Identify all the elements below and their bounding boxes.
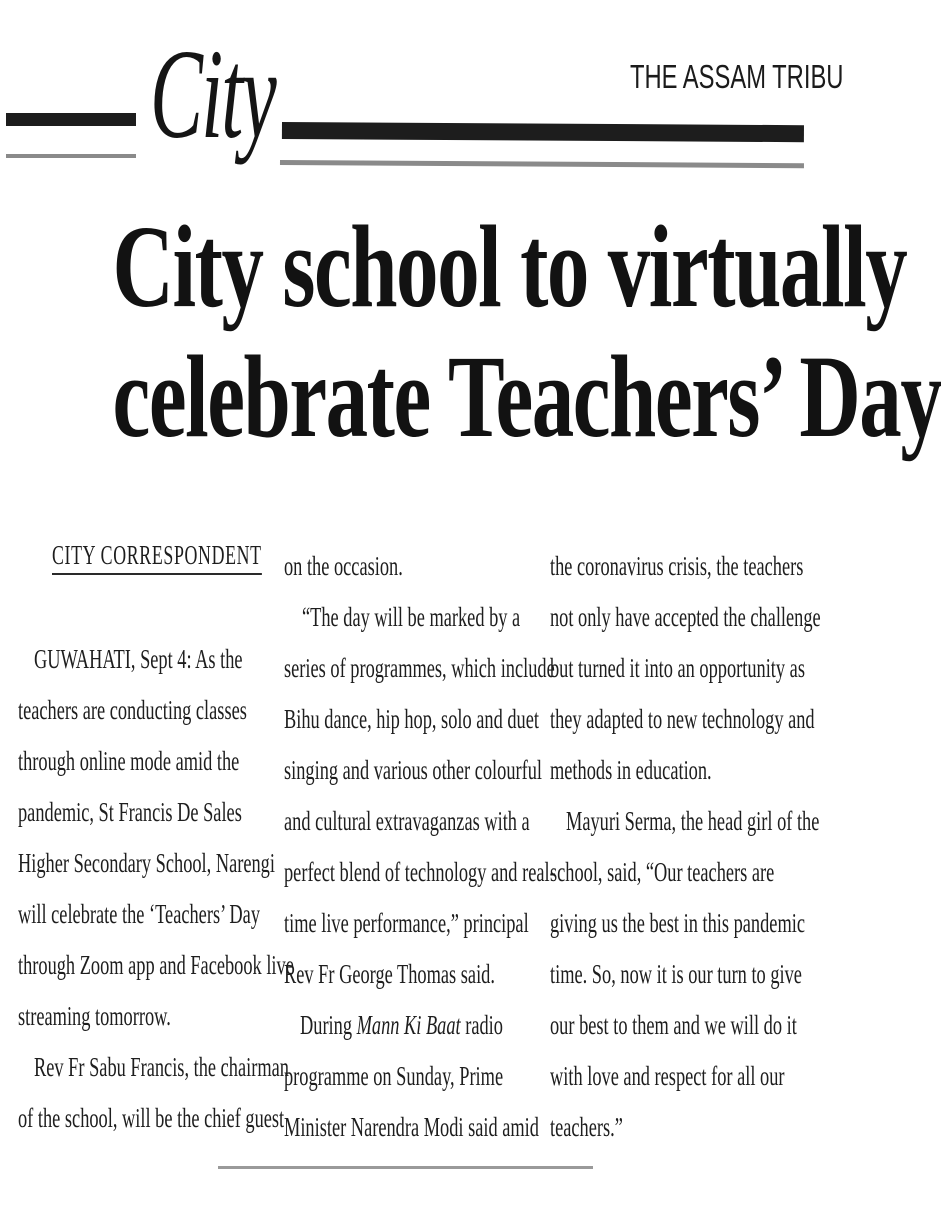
article-line: not only have accepted the challenge [550,602,821,632]
article-line: they adapted to new technology and [550,704,815,734]
bottom-rule [218,1166,593,1169]
article-line: Higher Secondary School, Narengi [18,848,275,878]
article-line: on the occasion. [284,551,403,581]
article-line: streaming tomorrow. [18,1001,171,1031]
byline: CITY CORRESPONDENT [52,540,262,575]
headline [0,201,941,462]
article-line: pandemic, St Francis De Sales [18,797,242,827]
article-text: During [300,1010,357,1040]
article-line: and cultural extravaganzas with a [284,806,530,836]
article-line: but turned it into an opportunity as [550,653,805,683]
article-line: through Zoom app and Facebook live [18,950,294,980]
article-line: methods in education. [550,755,712,785]
masthead-rule-left-thick [6,113,136,126]
article-line: Bihu dance, hip hop, solo and duet [284,704,539,734]
article-line: Minister Narendra Modi said amid [284,1112,539,1142]
masthead-rule-right-thick [282,122,804,142]
article-line: the coronavirus crisis, the teachers [550,551,804,581]
article-line: giving us the best in this pandemic [550,908,805,938]
headline-line-1: City school to virtually [112,201,907,332]
article-line: series of programmes, which include [284,653,555,683]
article-line: “The day will be marked by a [302,602,521,632]
article-line: singing and various other colourful [284,755,543,785]
article-line: our best to them and we will do it [550,1010,797,1040]
article-line: through online mode amid the [18,746,240,776]
article-line: GUWAHATI, Sept 4: As the [34,644,243,674]
article-line: school, said, “Our teachers are [550,857,775,887]
article-line: teachers are conducting classes [18,695,247,725]
masthead-rule-left-thin [6,154,136,158]
article-line: perfect blend of technology and real- [284,857,556,887]
article-line [300,1012,503,1039]
article-line: will celebrate the ‘Teachers’ Day [18,899,261,929]
masthead-rule-right-thin [280,160,804,168]
article-line: programme on Sunday, Prime [284,1061,504,1091]
article-line: Mayuri Serma, the head girl of the [566,806,820,836]
article-line: Rev Fr Sabu Francis, the chairman [34,1052,289,1082]
article-line: teachers.” [550,1112,623,1142]
radio-show-title: Mann Ki Baat [356,1010,461,1040]
newspaper-name: THE ASSAM TRIBU [630,58,844,95]
article-line: of the school, will be the chief guest [18,1103,285,1133]
article-text: radio [460,1010,503,1040]
section-label: City [150,23,275,165]
headline-line-2: celebrate Teachers’ Day [112,331,941,462]
article-line: Rev Fr George Thomas said. [284,959,495,989]
article-line: time. So, now it is our turn to give [550,959,802,989]
article-line: with love and respect for all our [550,1061,785,1091]
article-line: time live performance,” principal [284,908,529,938]
